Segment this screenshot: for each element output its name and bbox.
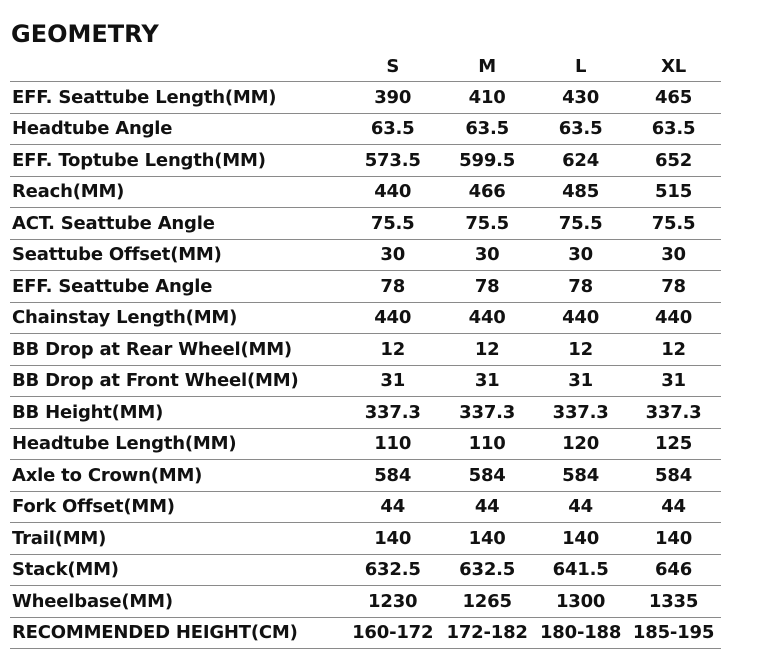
- table-row: [10, 460, 721, 492]
- page-title: GEOMETRY: [11, 20, 159, 48]
- row-label: ACT. Seattube Angle: [12, 212, 215, 234]
- value-cell: 1230: [368, 590, 418, 612]
- value-cell: 30: [474, 244, 500, 266]
- value-cell: 12: [474, 338, 500, 360]
- table-row: [10, 82, 721, 114]
- row-label: Trail(MM): [12, 527, 107, 549]
- value-cell: 584: [655, 464, 693, 486]
- value-cell: 31: [568, 370, 593, 392]
- value-cell: 75.5: [465, 212, 509, 234]
- row-label: EFF. Toptube Length(MM): [12, 149, 266, 171]
- table-row: [10, 271, 721, 303]
- table-row: [10, 492, 721, 524]
- table-row: [10, 429, 721, 461]
- value-cell: 430: [562, 86, 600, 108]
- table-row: [10, 145, 721, 177]
- value-cell: 30: [661, 244, 686, 266]
- value-cell: 410: [468, 86, 506, 108]
- table-row: [10, 114, 721, 146]
- value-cell: 599.5: [459, 149, 516, 171]
- value-cell: 515: [655, 181, 693, 203]
- value-cell: 140: [374, 527, 412, 549]
- value-cell: 31: [661, 370, 686, 392]
- value-cell: 584: [374, 464, 412, 486]
- value-cell: 641.5: [552, 559, 609, 581]
- value-cell: 337.3: [645, 401, 702, 423]
- value-cell: 440: [468, 307, 506, 329]
- value-cell: 632.5: [459, 559, 516, 581]
- value-cell: 63.5: [651, 118, 696, 140]
- value-cell: 180-188: [539, 622, 622, 644]
- value-cell: 110: [468, 433, 506, 455]
- value-cell: 440: [374, 181, 412, 203]
- value-cell: 573.5: [364, 149, 421, 171]
- value-cell: 337.3: [364, 401, 421, 423]
- value-cell: 63.5: [370, 118, 415, 140]
- table-row: [10, 177, 721, 209]
- value-cell: 120: [562, 433, 600, 455]
- column-header-m: M: [478, 55, 496, 77]
- table-row: [10, 555, 721, 587]
- value-cell: 44: [568, 496, 593, 518]
- value-cell: 337.3: [552, 401, 609, 423]
- value-cell: 1300: [555, 590, 606, 612]
- value-cell: 440: [374, 307, 412, 329]
- value-cell: 584: [468, 464, 506, 486]
- row-label: Fork Offset(MM): [12, 496, 175, 518]
- value-cell: 465: [655, 86, 693, 108]
- value-cell: 337.3: [459, 401, 516, 423]
- value-cell: 390: [374, 86, 412, 108]
- row-label: Headtube Length(MM): [12, 433, 237, 455]
- table-row: [10, 366, 721, 398]
- value-cell: 140: [655, 527, 693, 549]
- value-cell: 31: [380, 370, 406, 392]
- geometry-table: [10, 51, 721, 649]
- value-cell: 1265: [462, 590, 512, 612]
- table-row: [10, 303, 721, 335]
- value-cell: 30: [568, 244, 593, 266]
- value-cell: 78: [380, 275, 406, 297]
- value-cell: 78: [568, 275, 593, 297]
- row-label: Wheelbase(MM): [12, 590, 173, 612]
- value-cell: 440: [655, 307, 693, 329]
- value-cell: 485: [562, 181, 600, 203]
- value-cell: 646: [655, 559, 693, 581]
- row-label: RECOMMENDED HEIGHT(CM): [12, 622, 298, 644]
- table-row: [10, 208, 721, 240]
- row-label: EFF. Seattube Length(MM): [12, 86, 277, 108]
- row-label: BB Height(MM): [12, 401, 164, 423]
- value-cell: 75.5: [558, 212, 603, 234]
- value-cell: 624: [562, 149, 600, 171]
- value-cell: 584: [562, 464, 600, 486]
- row-label: EFF. Seattube Angle: [12, 275, 213, 297]
- value-cell: 44: [474, 496, 500, 518]
- value-cell: 110: [374, 433, 412, 455]
- value-cell: 12: [661, 338, 686, 360]
- value-cell: 140: [562, 527, 600, 549]
- table-row: [10, 397, 721, 429]
- value-cell: 160-172: [352, 622, 434, 644]
- value-cell: 140: [468, 527, 506, 549]
- value-cell: 440: [562, 307, 600, 329]
- column-header-s: S: [386, 55, 400, 77]
- value-cell: 466: [468, 181, 506, 203]
- table-row: [10, 240, 721, 272]
- value-cell: 75.5: [370, 212, 415, 234]
- value-cell: 31: [474, 370, 500, 392]
- value-cell: 63.5: [465, 118, 509, 140]
- value-cell: 30: [380, 244, 406, 266]
- row-label: Axle to Crown(MM): [12, 464, 203, 486]
- row-label: Chainstay Length(MM): [12, 307, 238, 329]
- row-label: BB Drop at Rear Wheel(MM): [12, 338, 292, 360]
- value-cell: 652: [655, 149, 693, 171]
- value-cell: 185-195: [632, 622, 715, 644]
- value-cell: 125: [655, 433, 693, 455]
- table-row: [10, 523, 721, 555]
- table-body: [10, 82, 721, 649]
- row-label: Reach(MM): [12, 181, 125, 203]
- row-label: Stack(MM): [12, 559, 119, 581]
- value-cell: 12: [568, 338, 593, 360]
- table-row: [10, 618, 721, 650]
- value-cell: 1335: [648, 590, 699, 612]
- table-row: [10, 586, 721, 618]
- value-cell: 44: [380, 496, 406, 518]
- table-row: [10, 334, 721, 366]
- row-label: BB Drop at Front Wheel(MM): [12, 370, 299, 392]
- row-label: Seattube Offset(MM): [12, 244, 222, 266]
- value-cell: 63.5: [558, 118, 603, 140]
- value-cell: 172-182: [446, 622, 528, 644]
- value-cell: 12: [380, 338, 406, 360]
- value-cell: 44: [661, 496, 686, 518]
- table-header-row: [10, 51, 721, 82]
- value-cell: 632.5: [364, 559, 421, 581]
- row-label: Headtube Angle: [12, 118, 173, 140]
- value-cell: 78: [661, 275, 686, 297]
- column-header-xl: XL: [661, 55, 687, 77]
- value-cell: 75.5: [651, 212, 696, 234]
- column-header-l: L: [574, 55, 587, 77]
- value-cell: 78: [474, 275, 500, 297]
